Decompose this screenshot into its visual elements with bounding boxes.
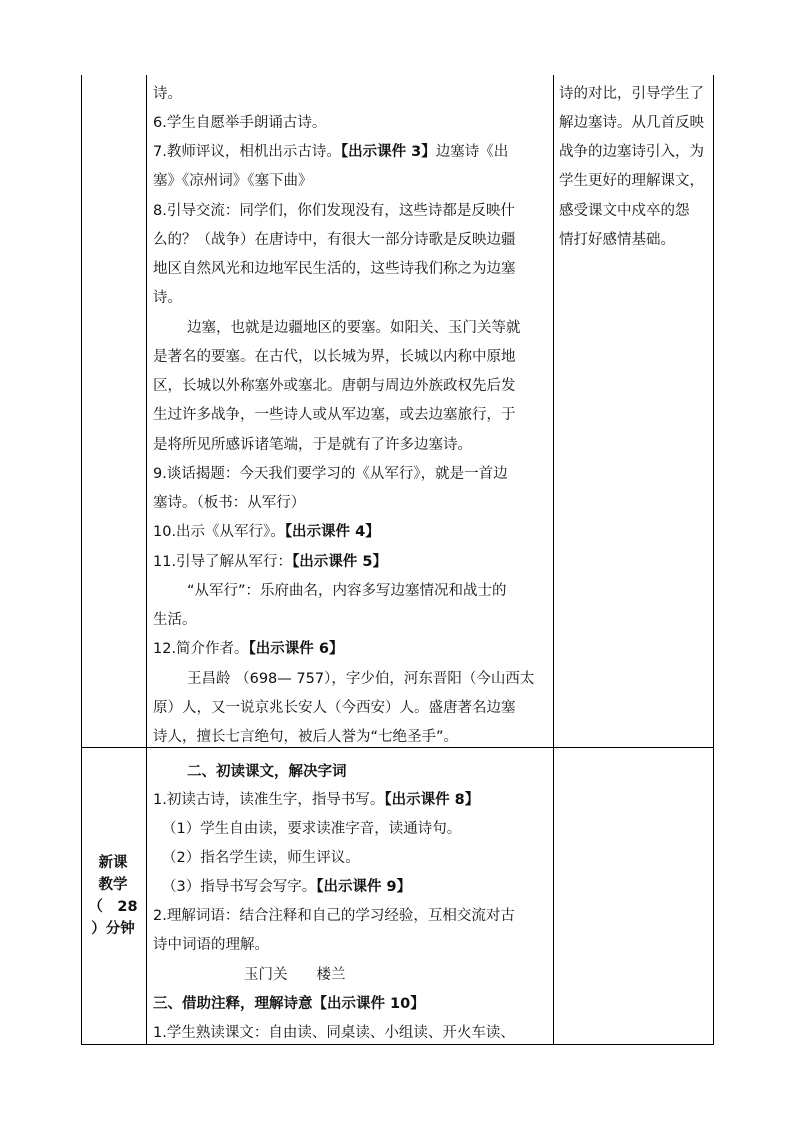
content-line: （3）指导书写会写字。【出示课件 9】: [162, 879, 412, 895]
courseware-tag: 【出示课件 3】: [340, 144, 436, 160]
content-line: 塞诗。（板书：从军行）: [153, 495, 306, 511]
content-line: 6.学生自愿举手朗诵古诗。: [153, 115, 327, 131]
content-line: 地区自然风光和边地军民生活的，这些诗我们称之为边塞: [153, 261, 516, 277]
section-heading: 二、初读课文，解决字词: [187, 764, 347, 780]
content-line: 诗中词语的理解。: [153, 937, 269, 953]
note-line: 感受课文中戍卒的怨: [559, 203, 690, 219]
content-line: 是将所见所感诉诸笔端，于是就有了许多边塞诗。: [153, 437, 472, 453]
content-line: 12.简介作者。【出示课件 6】: [153, 641, 344, 657]
content-line: 么的？（战争）在唐诗中，有很大一部分诗歌是反映边疆: [153, 232, 516, 248]
content-line: 8.引导交流：同学们，你们发现没有，这些诗都是反映什: [153, 203, 515, 219]
content-line: 2.理解词语：结合注释和自己的学习经验，互相交流对古: [153, 908, 515, 924]
table-col-divider-1: [146, 75, 147, 1045]
courseware-tag: 【出示课件 5】: [292, 554, 387, 570]
content-line: （1）学生自由读，要求读准字音，读通诗句。: [162, 821, 462, 837]
content-line: 生过许多战争，一些诗人或从军边塞，或去边塞旅行，于: [153, 407, 516, 423]
courseware-tag: 【出示课件 6】: [248, 641, 344, 657]
content-line: 原）人，又一说京兆长安人（今西安）人。盛唐著名边塞: [153, 700, 516, 716]
courseware-tag: 【出示课件 9】: [316, 879, 412, 895]
courseware-tag: 【出示课件 8】: [384, 792, 480, 808]
content-line: 是著名的要塞。在古代，以长城为界，长城以内称中原地: [153, 349, 516, 365]
content-line: 诗人，擅长七言绝句，被后人誉为“七绝圣手”。: [153, 729, 459, 745]
note-line: 战争的边塞诗引入，为: [559, 144, 704, 160]
content-line: 塞》《凉州词》《塞下曲》: [153, 173, 313, 189]
content-line: 7.教师评议，相机出示古诗。【出示课件 3】边塞诗《出: [153, 144, 509, 160]
content-line: （2）指名学生读，师生评议。: [162, 850, 360, 866]
note-line: 诗的对比，引导学生了: [559, 86, 704, 102]
section-heading: 三、借助注释，理解诗意【出示课件 10】: [153, 996, 425, 1012]
note-line: 解边塞诗。从几首反映: [559, 115, 704, 131]
note-line: 学生更好的理解课文，: [559, 173, 704, 189]
content-line: 诗。: [153, 86, 182, 102]
content-line: 9.谈话揭题：今天我们要学习的《从军行》，就是一首边: [153, 466, 508, 482]
content-line: 边塞，也就是边疆地区的要塞。如阳关、玉门关等就: [187, 320, 521, 336]
content-line: 11.引导了解从军行：【出示课件 5】: [153, 554, 387, 570]
vocabulary-words: 玉门关 楼兰: [244, 967, 346, 983]
content-line: 区，长城以外称塞外或塞北。唐朝与周边外族政权先后发: [153, 378, 516, 394]
content-line: “从军行”：乐府曲名，内容多写边塞情况和战士的: [187, 583, 507, 599]
note-line: 情打好感情基础。: [559, 232, 675, 248]
content-line: 诗。: [153, 290, 182, 306]
courseware-tag: 【出示课件 4】: [284, 524, 380, 540]
content-line: 1.初读古诗，读准生字，指导书写。【出示课件 8】: [153, 792, 480, 808]
content-line: 10.出示《从军行》。【出示课件 4】: [153, 524, 380, 540]
section-label: 新课 教学 （ 28 ）分钟: [88, 855, 138, 937]
content-line: 生活。: [153, 612, 197, 628]
content-line: 1.学生熟读课文：自由读、同桌读、小组读、开火车读、: [153, 1025, 515, 1041]
content-line: 王昌龄 （698— 757），字少伯，河东晋阳（今山西太: [187, 671, 535, 687]
